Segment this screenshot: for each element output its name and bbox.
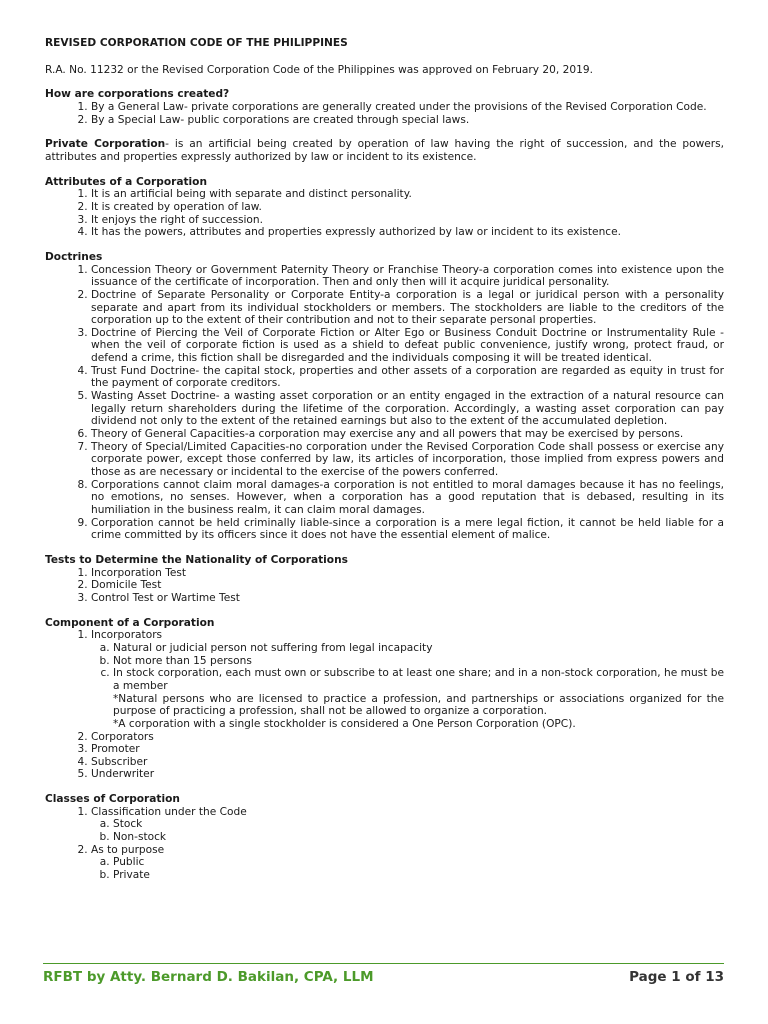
intro-paragraph: R.A. No. 11232 or the Revised Corporation Code of the Philippines was approved on February 20, 2019. (45, 63, 593, 76)
components-list (45, 629, 724, 781)
doctrines-list (45, 264, 724, 542)
sub-list-item: a. Natural or judicial person not suffering from legal incapacity (113, 642, 724, 655)
attributes-list (45, 188, 724, 239)
attributes-section (45, 176, 724, 239)
incorporators-label: Incorporators (91, 629, 163, 642)
list-item: 2. Domicile Test (91, 579, 724, 592)
list-item (91, 806, 724, 844)
incorporator-note: *A corporation with a single stockholder is considered a One Person Corporation (OPC). (113, 717, 576, 730)
list-item: 5. Underwriter (91, 768, 724, 781)
creation-list (45, 101, 724, 126)
components-heading: Component of a Corporation (45, 616, 215, 629)
doctrines-section (45, 251, 724, 542)
sub-list-item: a. Stock (113, 818, 724, 831)
list-item: 4. It has the powers, attributes and properties expressly authorized by law or incident to its existence. (91, 226, 724, 239)
list-item: 2. By a Special Law- public corporations are created through special laws. (91, 114, 724, 127)
list-item (91, 629, 724, 730)
list-item: 3. It enjoys the right of succession. (91, 214, 724, 227)
private-corporation-text: - is an artificial being created by operation of law having the right of succession, and the powers, attributes and properties expressly authorized by law or incident to its existence. (45, 138, 724, 163)
classes-section (45, 793, 724, 882)
list-item: 4. Trust Fund Doctrine- the capital stock, properties and other assets of a corporation are regarded as equity in trust for the payment of corporate creditors. (91, 365, 724, 390)
sub-list-item: b. Not more than 15 persons (113, 655, 724, 668)
sub-list-item: a. Public (113, 856, 724, 869)
private-corporation-term: Private Corporation (45, 138, 166, 151)
sub-list-item: b. Private (113, 869, 724, 882)
list-item: 3. Control Test or Wartime Test (91, 592, 724, 605)
private-corporation-definition (45, 138, 724, 163)
list-item: 8. Corporations cannot claim moral damages-a corporation is not entitled to moral damages because it has no feelings, no emotions, no senses. However, when a corporation has a good reputation that is debased, resulting in its humiliation in the business realm, it can claim moral damages. (91, 479, 724, 517)
doctrines-heading: Doctrines (45, 250, 103, 263)
class-sublist (91, 818, 724, 843)
nationality-list (45, 567, 724, 605)
class-group-label: Classification under the Code (91, 805, 247, 818)
list-item: 5. Wasting Asset Doctrine- a wasting asset corporation or an entity engaged in the extraction of a natural resource can legally return shareholders during the lifetime of the corporation. Accordingly, a wasting asset corporation can pay dividend not only to the extent of the retained earnings but also to the extent of the accumulated depletion. (91, 390, 724, 428)
list-item (91, 844, 724, 882)
creation-section (45, 88, 724, 126)
creation-heading: How are corporations created? (45, 88, 230, 101)
sub-list-text: In stock corporation, each must own or subscribe to at least one share; and in a non-stock corporation, he must be a member (113, 667, 724, 692)
class-group-label: As to purpose (91, 843, 165, 856)
footer-author: RFBT by Atty. Bernard D. Bakilan, CPA, LLM (43, 969, 374, 985)
incorporator-note: *Natural persons who are licensed to practice a profession, and partnerships or associations organized for the purpose of practicing a profession, shall not be allowed to organize a corporation. (113, 692, 724, 718)
sub-list-item: b. Non-stock (113, 831, 724, 844)
components-section (45, 617, 724, 782)
document-body (45, 37, 724, 882)
list-item: 2. Corporators (91, 731, 724, 744)
classes-heading: Classes of Corporation (45, 793, 180, 806)
list-item: 2. Doctrine of Separate Personality or Corporate Entity-a corporation is a legal or juridical person with a personality separate and apart from its individual stockholders or members. The stockholders are liable to the creditors of the corporation up to the extent of their contribution and not to their separate personal properties. (91, 289, 724, 327)
list-item: 2. It is created by operation of law. (91, 201, 724, 214)
attributes-heading: Attributes of a Corporation (45, 175, 207, 188)
list-item: 4. Subscriber (91, 756, 724, 769)
page-number: Page 1 of 13 (629, 969, 724, 985)
list-item: 1. Concession Theory or Government Paternity Theory or Franchise Theory-a corporation comes into existence upon the issuance of the certificate of incorporation. Then and only then will it acquire juridical personality. (91, 264, 724, 289)
class-sublist (91, 856, 724, 881)
document-title: REVISED CORPORATION CODE OF THE PHILIPPINES (45, 37, 348, 49)
list-item: 1. Incorporation Test (91, 567, 724, 580)
list-item: 3. Doctrine of Piercing the Veil of Corporate Fiction or Alter Ego or Business Conduit Doctrine or Instrumentality Rule -when the veil of corporate fiction is used as a shield to defeat public convenience, justify wrong, protect fraud, or defend a crime, this fiction shall be disregarded and the individuals composing it will be treated identical. (91, 327, 724, 365)
list-item: 3. Promoter (91, 743, 724, 756)
list-item: 7. Theory of Special/Limited Capacities-no corporation under the Revised Corporation Code shall possess or exercise any corporate power, except those conferred by law, its articles of incorporation, those implied from express powers and those as are necessary or incidental to the exercise of the powers conferred. (91, 441, 724, 479)
list-item: 1. It is an artificial being with separate and distinct personality. (91, 188, 724, 201)
incorporators-sublist (91, 642, 724, 731)
list-item: 6. Theory of General Capacities-a corporation may exercise any and all powers that may be exercised by persons. (91, 428, 724, 441)
classes-list (45, 806, 724, 882)
nationality-heading: Tests to Determine the Nationality of Corporations (45, 553, 348, 566)
page-footer (43, 963, 724, 985)
nationality-section (45, 554, 724, 605)
sub-list-item (113, 667, 724, 730)
list-item: 1. By a General Law- private corporations are generally created under the provisions of the Revised Corporation Code. (91, 101, 724, 114)
list-item: 9. Corporation cannot be held criminally liable-since a corporation is a mere legal fiction, it cannot be held liable for a crime committed by its officers since it does not have the essential element of malice. (91, 517, 724, 542)
